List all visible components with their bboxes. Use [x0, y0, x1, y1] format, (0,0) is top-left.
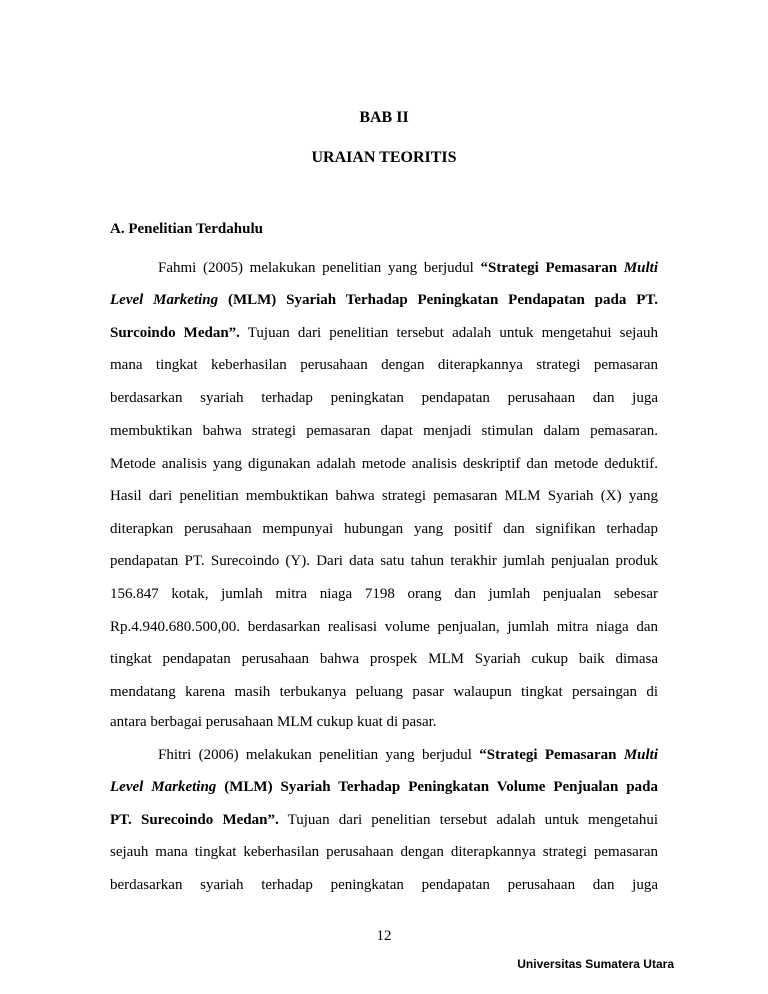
text-run: mana tingkat keberhasilan perusahaan dengan diterapkannya strategi pemasaran: [110, 357, 658, 373]
text-line: [110, 290, 658, 310]
text-run: antara berbagai perusahaan MLM cukup kuat di pasar.: [110, 714, 437, 730]
text-run: Metode analisis yang digunakan adalah metode analisis deskriptif dan metode deduktif.: [110, 456, 658, 472]
text-line: [110, 617, 658, 637]
text-line: [110, 875, 658, 895]
text-line: [110, 682, 658, 702]
text-run: tingkat pendapatan perusahaan bahwa prospek MLM Syariah cukup baik dimasa: [110, 651, 658, 667]
text-run: pendapatan PT. Surecoindo (Y). Dari data satu tahun terakhir jumlah penjualan produk: [110, 553, 658, 569]
footer-university: Universitas Sumatera Utara: [517, 957, 674, 971]
text-line: [110, 649, 658, 669]
text-run: berdasarkan syariah terhadap peningkatan pendapatan perusahaan dan juga: [110, 877, 658, 893]
text-run: sejauh mana tingkat keberhasilan perusahaan dengan diterapkannya strategi pemasaran: [110, 844, 658, 860]
text-line: [110, 551, 658, 571]
text-run: Level Marketing: [110, 292, 219, 308]
text-run: 156.847 kotak, jumlah mitra niaga 7198 orang dan jumlah penjualan sebesar: [110, 586, 658, 602]
text-line: [110, 712, 658, 732]
text-run: Tujuan dari penelitian tersebut adalah untuk mengetahui: [278, 812, 659, 828]
text-run: Surcoindo Medan”.: [110, 325, 240, 341]
text-line: [110, 486, 658, 506]
chapter-title: URAIAN TEORITIS: [311, 149, 457, 166]
text-run: Multi: [623, 260, 659, 276]
text-line: [110, 777, 658, 797]
text-line: [110, 323, 658, 343]
text-line: [110, 388, 658, 408]
section-heading: A. Penelitian Terdahulu: [110, 221, 263, 237]
text-run: Rp.4.940.680.500,00. berdasarkan realisasi volume penjualan, jumlah mitra niaga dan: [110, 619, 658, 635]
text-run: mendatang karena masih terbukanya peluang pasar walaupun tingkat persaingan di: [110, 684, 658, 700]
text-run: (MLM) Syariah Terhadap Peningkatan Volume Penjualan pada: [216, 779, 658, 795]
text-line: [110, 810, 658, 830]
text-line: [110, 454, 658, 474]
text-run: Hasil dari penelitian membuktikan bahwa strategi pemasaran MLM Syariah (X) yang: [110, 488, 658, 504]
text-run: Level Marketing: [110, 779, 217, 795]
text-run: Multi: [623, 747, 658, 763]
text-run: Fhitri (2006) melakukan penelitian yang berjudul: [158, 747, 480, 763]
text-run: (MLM) Syariah Terhadap Peningkatan Pendapatan pada PT.: [218, 292, 658, 308]
text-line: [110, 519, 658, 539]
text-line: [158, 258, 658, 278]
text-run: Tujuan dari penelitian tersebut adalah untuk mengetahui sejauh: [239, 325, 658, 341]
text-run: Fahmi (2005) melakukan penelitian yang berjudul: [158, 260, 481, 276]
text-run: berdasarkan syariah terhadap peningkatan pendapatan perusahaan dan juga: [110, 390, 658, 406]
text-run: PT. Surecoindo Medan”.: [110, 812, 279, 828]
text-line: [110, 842, 658, 862]
text-run: “Strategi Pemasaran: [480, 260, 624, 276]
text-run: membuktikan bahwa strategi pemasaran dapat menjadi stimulan dalam pemasaran.: [110, 423, 658, 439]
text-run: “Strategi Pemasaran: [479, 747, 624, 763]
text-line: [110, 421, 658, 441]
chapter-number: BAB II: [359, 109, 409, 126]
page-number: 12: [376, 928, 392, 944]
text-run: diterapkan perusahaan mempunyai hubungan yang positif dan signifikan terhadap: [110, 521, 658, 537]
text-line: [110, 355, 658, 375]
text-line: [158, 745, 658, 765]
text-line: [110, 584, 658, 604]
